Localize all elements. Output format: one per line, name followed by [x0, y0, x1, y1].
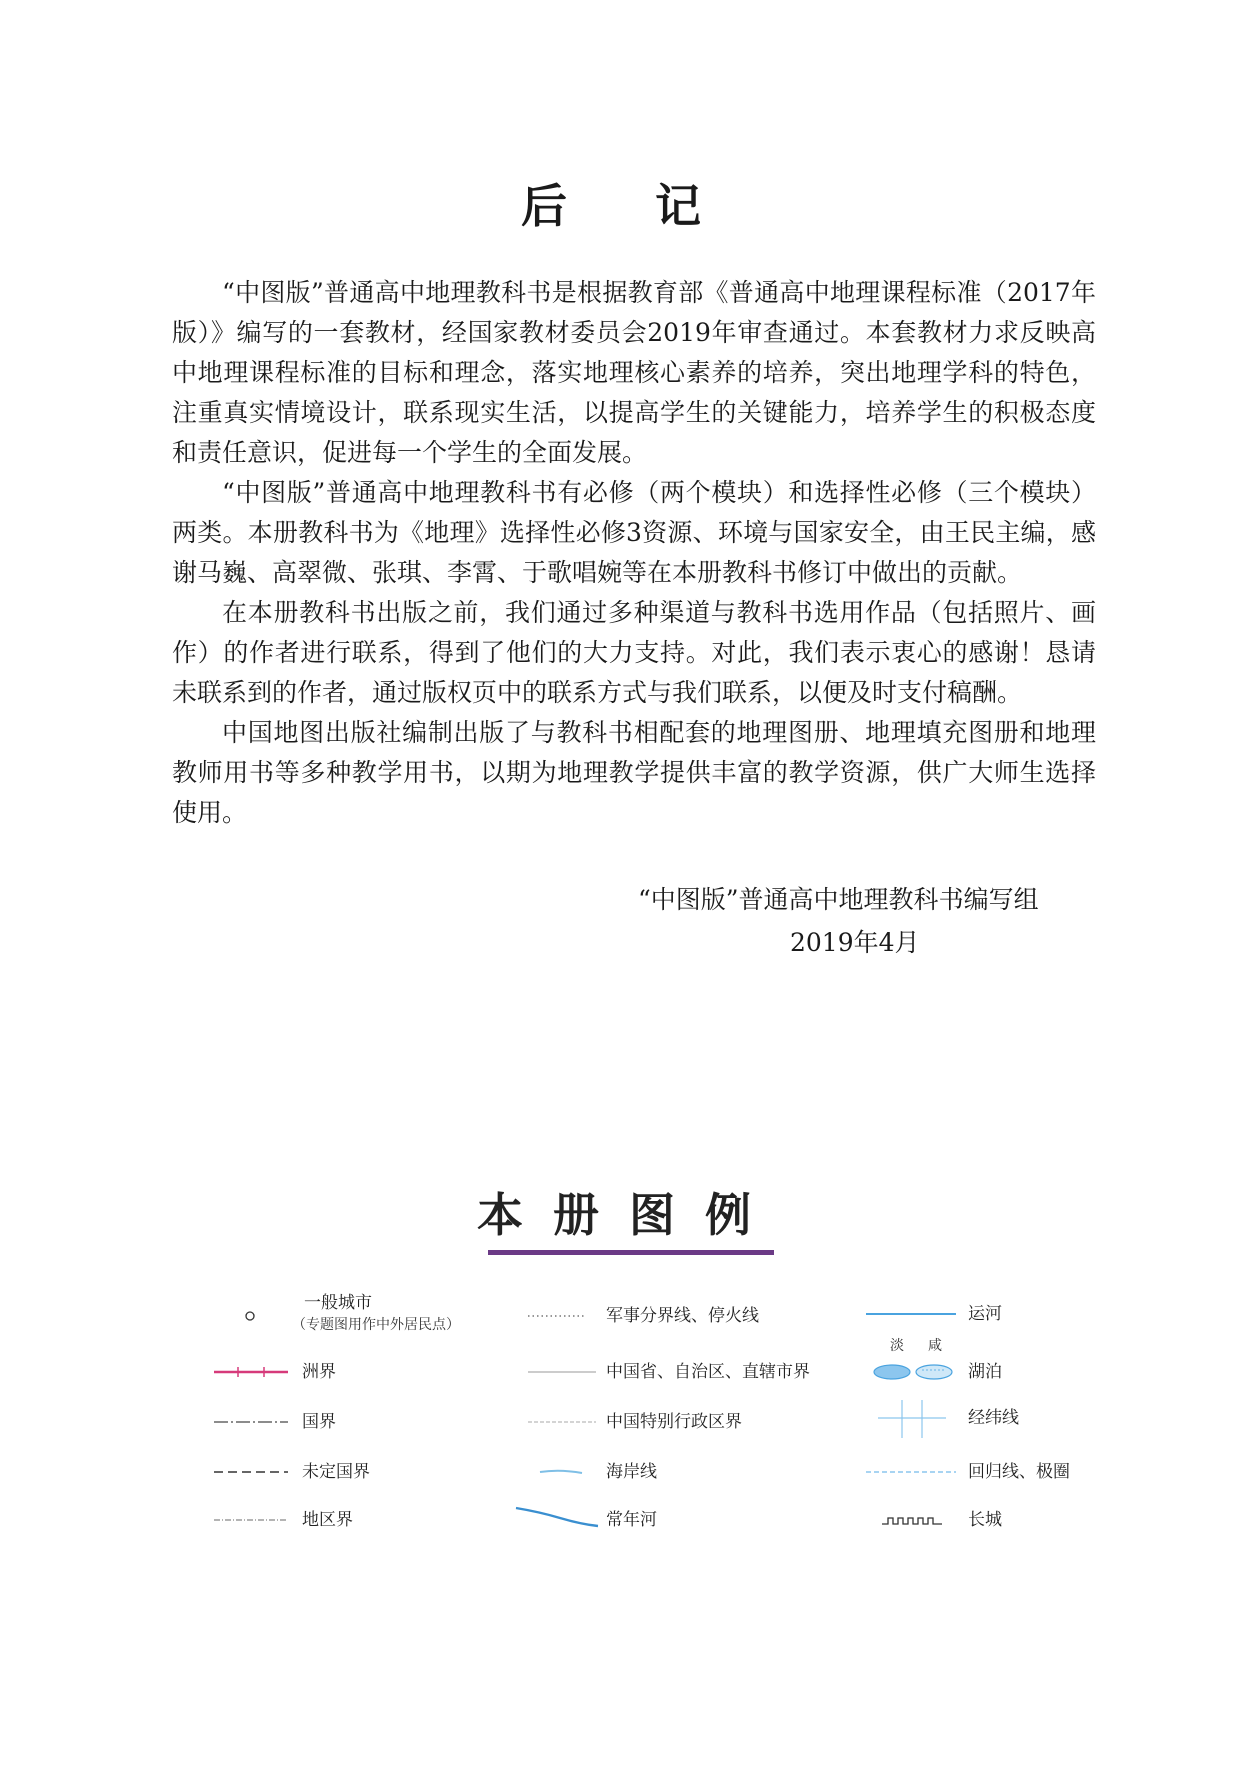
legend-label: 运河 [968, 1304, 1002, 1324]
legend-title-underline [488, 1250, 774, 1255]
sar-boundary-symbol-icon [524, 1402, 604, 1442]
legend-label: 湖泊 [968, 1362, 1002, 1382]
canal-symbol-icon [862, 1296, 958, 1336]
coastline-symbol-icon [524, 1452, 604, 1492]
military-line-symbol-icon [524, 1296, 604, 1336]
city-symbol-icon [212, 1290, 292, 1340]
legend-item-national-boundary [212, 1402, 412, 1442]
national-boundary-symbol-icon [212, 1402, 292, 1442]
legend-item-tropic-polar [862, 1452, 1082, 1492]
paragraph: 中国地图出版社编制出版了与教科书相配套的地理图册、地理填充图册和地理教师用书等多种教学用书，以期为地理教学提供丰富的教学资源，供广大师生选择使用。 [172, 718, 1096, 827]
legend-item-military-line [524, 1296, 804, 1336]
great-wall-symbol-icon [862, 1500, 958, 1540]
paragraph: “中图版”普通高中地理教科书有必修（两个模块）和选择性必修（三个模块）两类。本册教科书为《地理》选择性必修3资源、环境与国家安全，由王民主编，感谢马巍、高翠微、张琪、李霄、于歌唱婉等在本册教科书修订中做出的贡献。 [172, 478, 1096, 587]
legend-sublabel: （专题图用作中外居民点） [292, 1317, 460, 1333]
lake-symbol-icon [862, 1334, 958, 1390]
legend-item-great-wall [862, 1500, 1062, 1540]
legend-label: 军事分界线、停火线 [606, 1306, 759, 1326]
signature-date: 2019年4月 [790, 928, 920, 957]
legend-item-coastline [524, 1452, 724, 1492]
legend-label: 经纬线 [968, 1408, 1019, 1428]
legend-label: 未定国界 [302, 1462, 370, 1482]
signature-organization: “中图版”普通高中地理教科书编写组 [638, 885, 1039, 914]
legend-label: 国界 [302, 1412, 336, 1432]
legend-label: 一般城市 [304, 1293, 372, 1313]
legend-label: 洲界 [302, 1362, 336, 1382]
legend-label: 中国省、自治区、直辖市界 [606, 1362, 810, 1382]
legend-item-continent-boundary [212, 1352, 412, 1392]
legend-title: 本册图例 [477, 1188, 781, 1242]
paragraph: “中图版”普通高中地理教科书是根据教育部《普通高中地理课程标准（2017年版）》编写的一套教材，经国家教材委员会2019年审查通过。本套教材力求反映高中地理课程标准的目标和理念，落实地理核心素养的培养，突出地理学科的特色，注重真实情境设计，联系现实生活，以提高学生的关键能力，培养学生的积极态度和责任意识，促进每一个学生的全面发展。 [172, 278, 1096, 467]
legend-item-region-boundary [212, 1500, 412, 1540]
afterword-title: 后 记 [520, 179, 737, 233]
afterword-body [172, 273, 1096, 833]
legend-label: 地区界 [302, 1510, 353, 1530]
river-symbol-icon [510, 1496, 606, 1540]
legend-item-canal [862, 1296, 1062, 1336]
lake-fresh-label: 淡 [890, 1338, 904, 1354]
legend-label: 回归线、极圈 [968, 1462, 1070, 1482]
legend-item-city [212, 1290, 472, 1340]
legend-item-undefined-boundary [212, 1452, 412, 1492]
legend-label: 长城 [968, 1510, 1002, 1530]
legend-item-graticule [862, 1394, 1062, 1442]
paragraph: 在本册教科书出版之前，我们通过多种渠道与教科书选用作品（包括照片、画作）的作者进行联系，得到了他们的大力支持。对此，我们表示衷心的感谢！恳请未联系到的作者，通过版权页中的联系方式与我们联系，以便及时支付稿酬。 [172, 598, 1096, 707]
legend-item-lake [862, 1334, 1062, 1390]
lake-salt-label: 咸 [928, 1338, 942, 1354]
province-boundary-symbol-icon [524, 1352, 604, 1392]
legend-item-sar-boundary [524, 1402, 804, 1442]
legend-label: 中国特别行政区界 [606, 1412, 742, 1432]
legend-label: 海岸线 [606, 1462, 657, 1482]
region-boundary-symbol-icon [212, 1500, 292, 1540]
undefined-boundary-symbol-icon [212, 1452, 292, 1492]
graticule-symbol-icon [862, 1394, 958, 1442]
tropic-polar-symbol-icon [862, 1452, 958, 1492]
legend-item-province-boundary [524, 1352, 844, 1392]
continent-boundary-symbol-icon [212, 1352, 292, 1392]
legend-item-river [510, 1496, 710, 1540]
legend-label: 常年河 [606, 1510, 657, 1530]
